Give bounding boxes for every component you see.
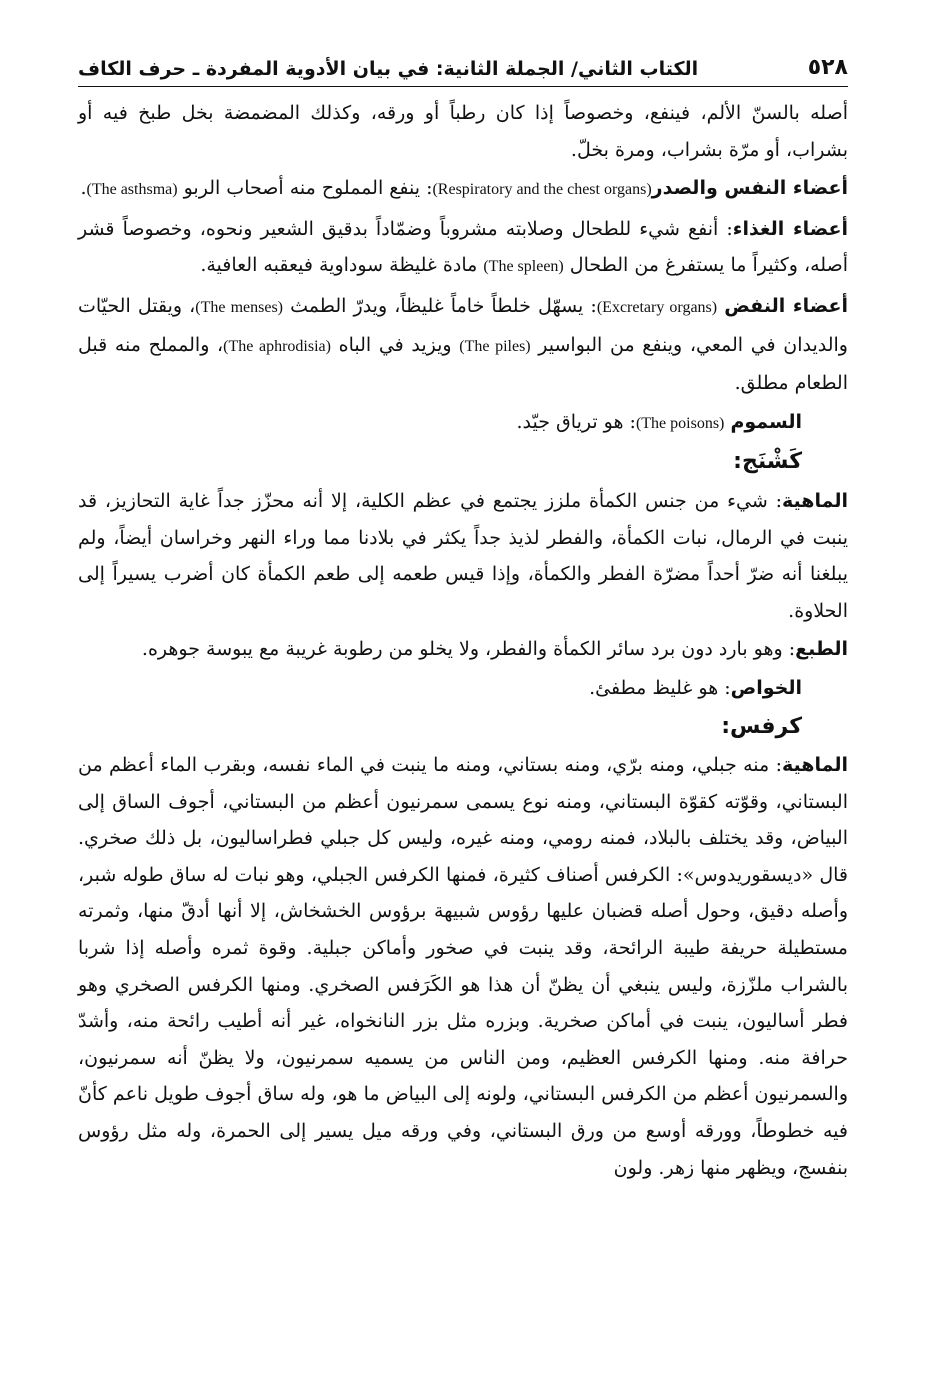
paragraph-karafs-nature [78, 747, 848, 1186]
entry-term: السموم [730, 410, 802, 433]
paragraph-text: أصله بالسنّ الألم، فينفع، وخصوصاً إذا كان رطباً أو ورقه، وكذلك المضمضة بخل طبخ فيه أو بشراب، أو مرّة بشراب، ومرة بخلّ. [78, 102, 848, 161]
page-number: ٥٢٨ [807, 55, 848, 80]
paragraph-text: : يسهّل خلطاً خاماً غليظاً، ويدرّ الطمث [290, 294, 597, 317]
paragraph-text: ويزيد في الباه [338, 333, 452, 356]
entry-term: الطبع [795, 638, 848, 661]
entry-heading-kashnaj [78, 444, 848, 481]
entry-term: الماهية [782, 489, 848, 512]
entry-term: أعضاء الغذاء [732, 217, 849, 240]
entry-term: أعضاء النفس والصدر [651, 177, 848, 200]
paragraph-text: : منه جبلي، ومنه برّي، ومنه بستاني، ومنه ما ينبت في الماء نفسه، وبقرب الماء أعظم من البستاني، وقوّته كقوّة البستاني، ومنه نوع يسمى سمرنيون أعظم من البستاني، أجوف الساق إلى البياض، وقد يختلف بالبلاد، فمنه رومي، ومنه غيره، وليس كل جبلي فطراساليون، بل ذلك صخري. قال «ديسقوريدوس»: الكرفس أصناف كثيرة، فمنها الكرفس الجبلي، وهو نبات له ساق طوله شبر، وأصله دقيق، وحول أصله قضبان عليها رؤوس شبيهة برؤوس الخشخاش، إلا أنها أدقّ منها، وثمرته مستطيلة حريفة طيبة الرائحة، وقد ينبت في صخور وأماكن جبلية. وقوة ثمره وأصله إذا شربا بالشراب ملزّزة، وليس ينبغي أن يظنّ أن هذا هو الكَرَفس الصخري. ومنها الكرفس الصخري وهو فطر أساليون، ينبت في أماكن صخرية. وبزره مثل بزر النانخواه، غير أنه أطيب رائحة منه، وأشدّ حرافة منه. ومنها الكرفس العظيم، ومن الناس من يسميه سمرنيون، ولا يظنّ أنه سمرنيون، والسمرنيون أعظم من الكرفس البستاني، ولونه إلى البياض ما هو، وله ساق أجوف طويل ناعم كأنّ فيه خطوطاً، وورقه أوسع من ورق البستاني، وفي ورقه ميل يسير إلى الحمرة، وله مثل رؤوس بنفسج، ويظهر منها زهر. ولون [78, 754, 848, 1179]
paragraph-excretory [78, 288, 848, 402]
paragraph-text: ، ويقتل الحيّات والديدان في المعي، وينفع من البواسير [78, 294, 848, 356]
english-gloss: (The poisons) [635, 414, 725, 432]
paragraph-text: : أنفع شيء للطحال وصلابته مشروباً وضمّاداً بدقيق الشعير ونحوه، وخصوصاً قشر أصله، وكثيراً ما يستفرغ من الطحال [78, 217, 848, 277]
running-title: الكتاب الثاني/ الجملة الثانية: في بيان الأدوية المفردة ـ حرف الكاف [78, 58, 699, 80]
entry-term: الماهية [782, 754, 848, 777]
entry-term: الخواص [730, 676, 802, 699]
paragraph-text: : وهو بارد دون برد سائر الكمأة والفطر، ولا يخلو من رطوبة غريبة مع يبوسة جوهره. [141, 638, 796, 661]
paragraph-kashnaj-nature [78, 483, 848, 629]
paragraph-nutrition [78, 211, 848, 286]
entry-term: أعضاء النفض [724, 294, 848, 317]
entry-heading: كَشْنَج: [733, 449, 802, 475]
page-body [78, 95, 848, 1186]
paragraph-text: : هو ترياق جيّد. [516, 410, 636, 433]
english-gloss: (The asthsma) [86, 181, 178, 199]
paragraph-continuation [78, 95, 848, 168]
running-header [78, 40, 848, 87]
book-page [78, 40, 848, 1370]
paragraph-text: : شيء من جنس الكمأة ملزز يجتمع في عظم الكلية، إلا أنه محزّز جداً غاية التحازيز، قد ينبت في الرمال، نبات الكمأة، والفطر لذيذ جداً يكثر في بلادنا مما وراء النهر وخراسان أيضاً، ولم يبلغنا أنه ضرّ أحداً مضرّة الفطر والكمأة، وإذا قيس طعمه إلى طعم الكمأة كان أضرب يسيراً إلى الحلاوة. [78, 489, 848, 622]
english-gloss: (The aphrodisia) [223, 337, 331, 355]
paragraph-poisons [78, 404, 848, 443]
english-gloss: (Excretary organs) [596, 298, 718, 316]
paragraph-text: . [80, 177, 87, 200]
paragraph-kashnaj-properties [78, 670, 848, 707]
paragraph-text: ، والمملح منه قبل الطعام مطلق. [78, 333, 848, 395]
english-gloss: (The spleen) [483, 258, 564, 276]
paragraph-kashnaj-temperament [78, 631, 848, 668]
paragraph-text: مادة غليظة سوداوية فيعقبه العافية. [200, 254, 478, 277]
paragraph-text: : ينفع المملوح منه أصحاب الربو [183, 177, 433, 200]
paragraph-text: : هو غليظ مطفئ. [589, 676, 731, 699]
english-gloss: (The piles) [459, 337, 531, 355]
english-gloss: (Respiratory and the chest organs) [432, 181, 652, 199]
english-gloss: (The menses) [195, 298, 283, 316]
entry-heading: كرفس: [721, 713, 802, 739]
entry-heading-karafs [78, 709, 848, 746]
paragraph-respiratory [78, 170, 848, 209]
